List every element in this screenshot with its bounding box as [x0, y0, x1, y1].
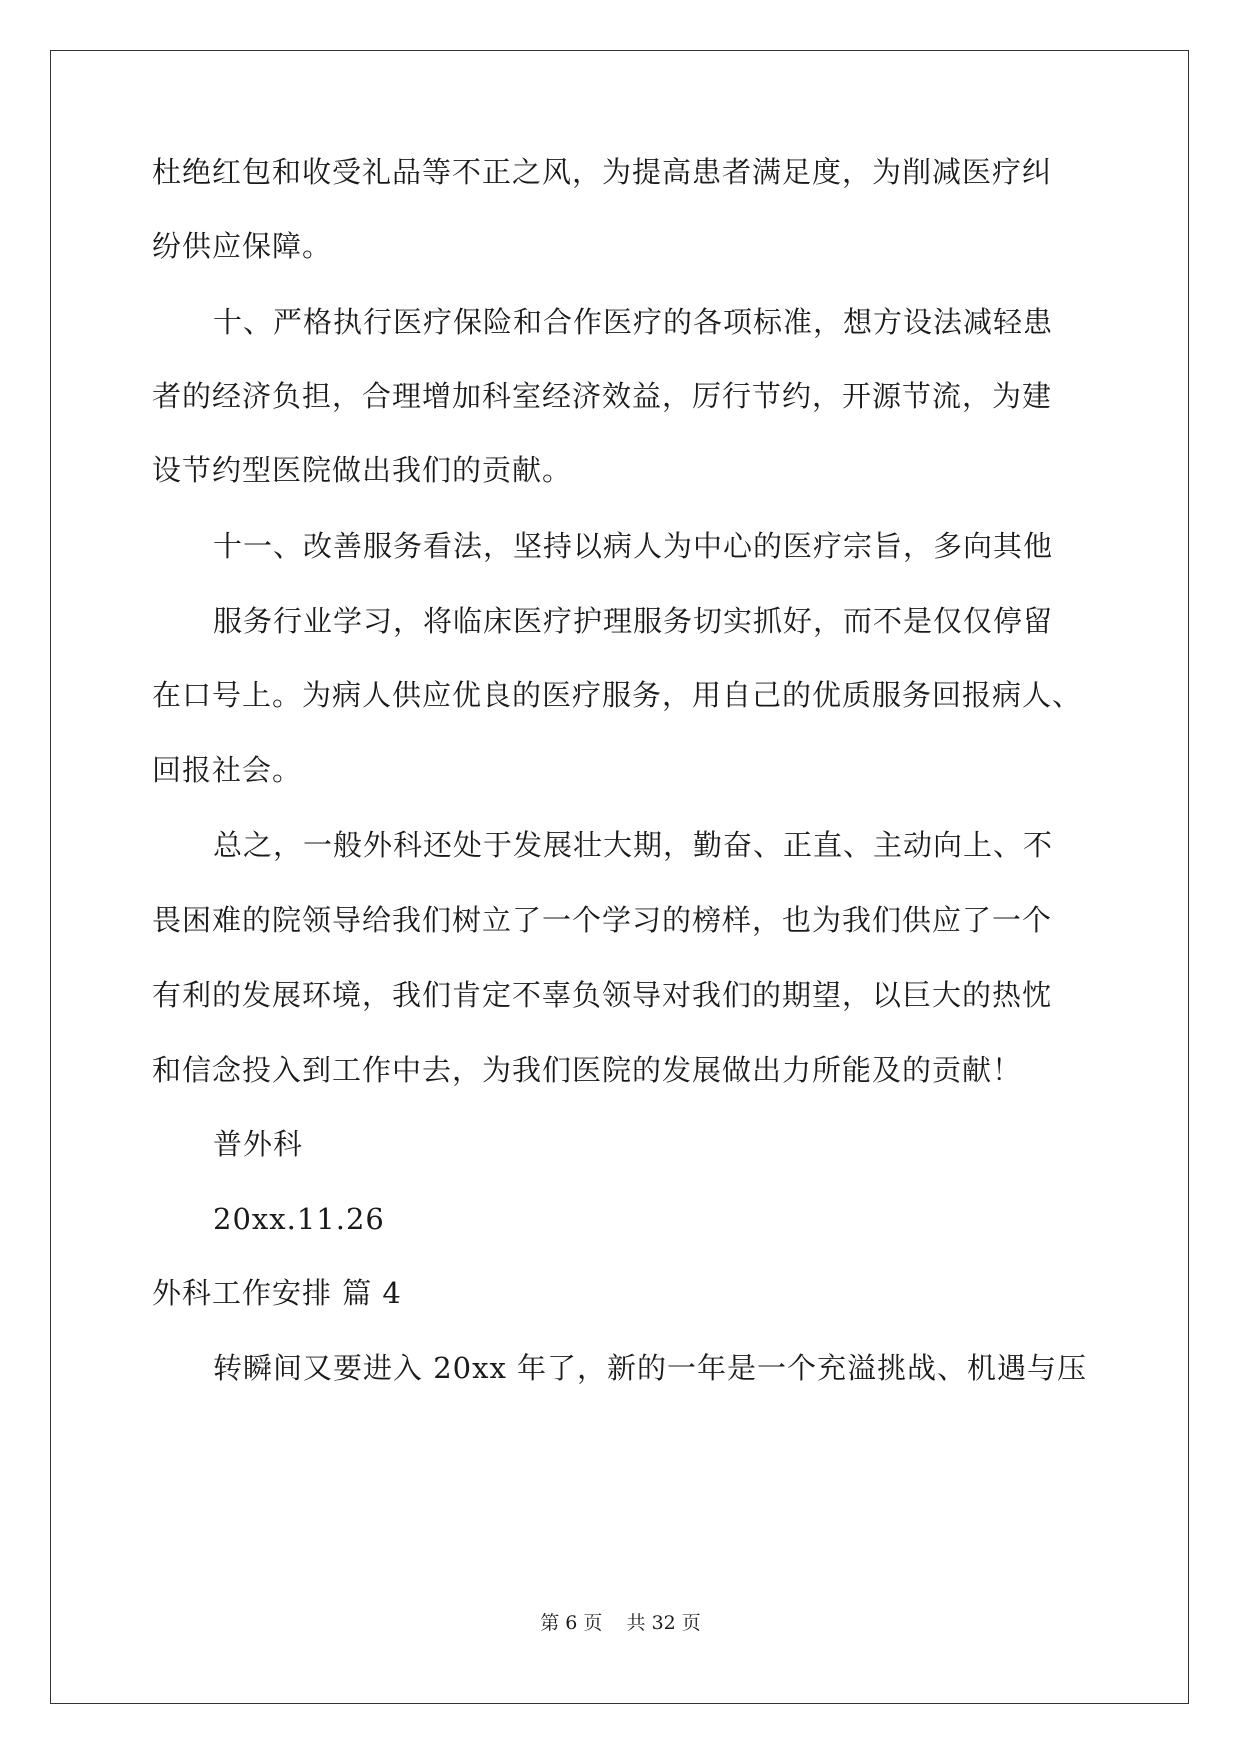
- page-number-label: 第 6 页 共 32 页: [540, 1612, 701, 1634]
- paragraph-start-line: 总之，一般外科还处于发展壮大期，勤奋、正直、主动向上、不: [213, 828, 1054, 862]
- text-line: 纷供应保障。: [152, 229, 333, 263]
- signature-date: 20xx.11.26: [213, 1202, 385, 1236]
- section-heading: 外科工作安排 篇 4: [152, 1276, 402, 1310]
- text-line: 回报社会。: [152, 753, 303, 787]
- page-frame: [50, 50, 1189, 1704]
- text-line: 在口号上。为病人供应优良的医疗服务，用自己的优质服务回报病人、: [152, 678, 1083, 712]
- text-line: 杜绝红包和收受礼品等不正之风，为提高患者满足度，为削减医疗纠: [152, 155, 1053, 189]
- paragraph-start-line: 转瞬间又要进入 20xx 年了，新的一年是一个充溢挑战、机遇与压: [213, 1351, 1088, 1385]
- text-line: 设节约型医院做出我们的贡献。: [152, 453, 573, 487]
- page-footer: [0, 1611, 1241, 1635]
- paragraph-start-line: 十一、改善服务看法，坚持以病人为中心的医疗宗旨，多向其他: [213, 529, 1054, 563]
- signature-department: 普外科: [213, 1127, 304, 1161]
- text-line: 和信念投入到工作中去，为我们医院的发展做出力所能及的贡献！: [152, 1053, 1023, 1087]
- text-line: 有利的发展环境，我们肯定不辜负领导对我们的期望，以巨大的热忱: [152, 978, 1053, 1012]
- text-line: 畏困难的院领导给我们树立了一个学习的榜样，也为我们供应了一个: [152, 903, 1053, 937]
- text-line: 者的经济负担，合理增加科室经济效益，厉行节约，开源节流，为建: [152, 379, 1053, 413]
- paragraph-start-line: 十、严格执行医疗保险和合作医疗的各项标准，想方设法减轻患: [213, 305, 1054, 339]
- text-line: 服务行业学习，将临床医疗护理服务切实抓好，而不是仅仅停留: [213, 604, 1054, 638]
